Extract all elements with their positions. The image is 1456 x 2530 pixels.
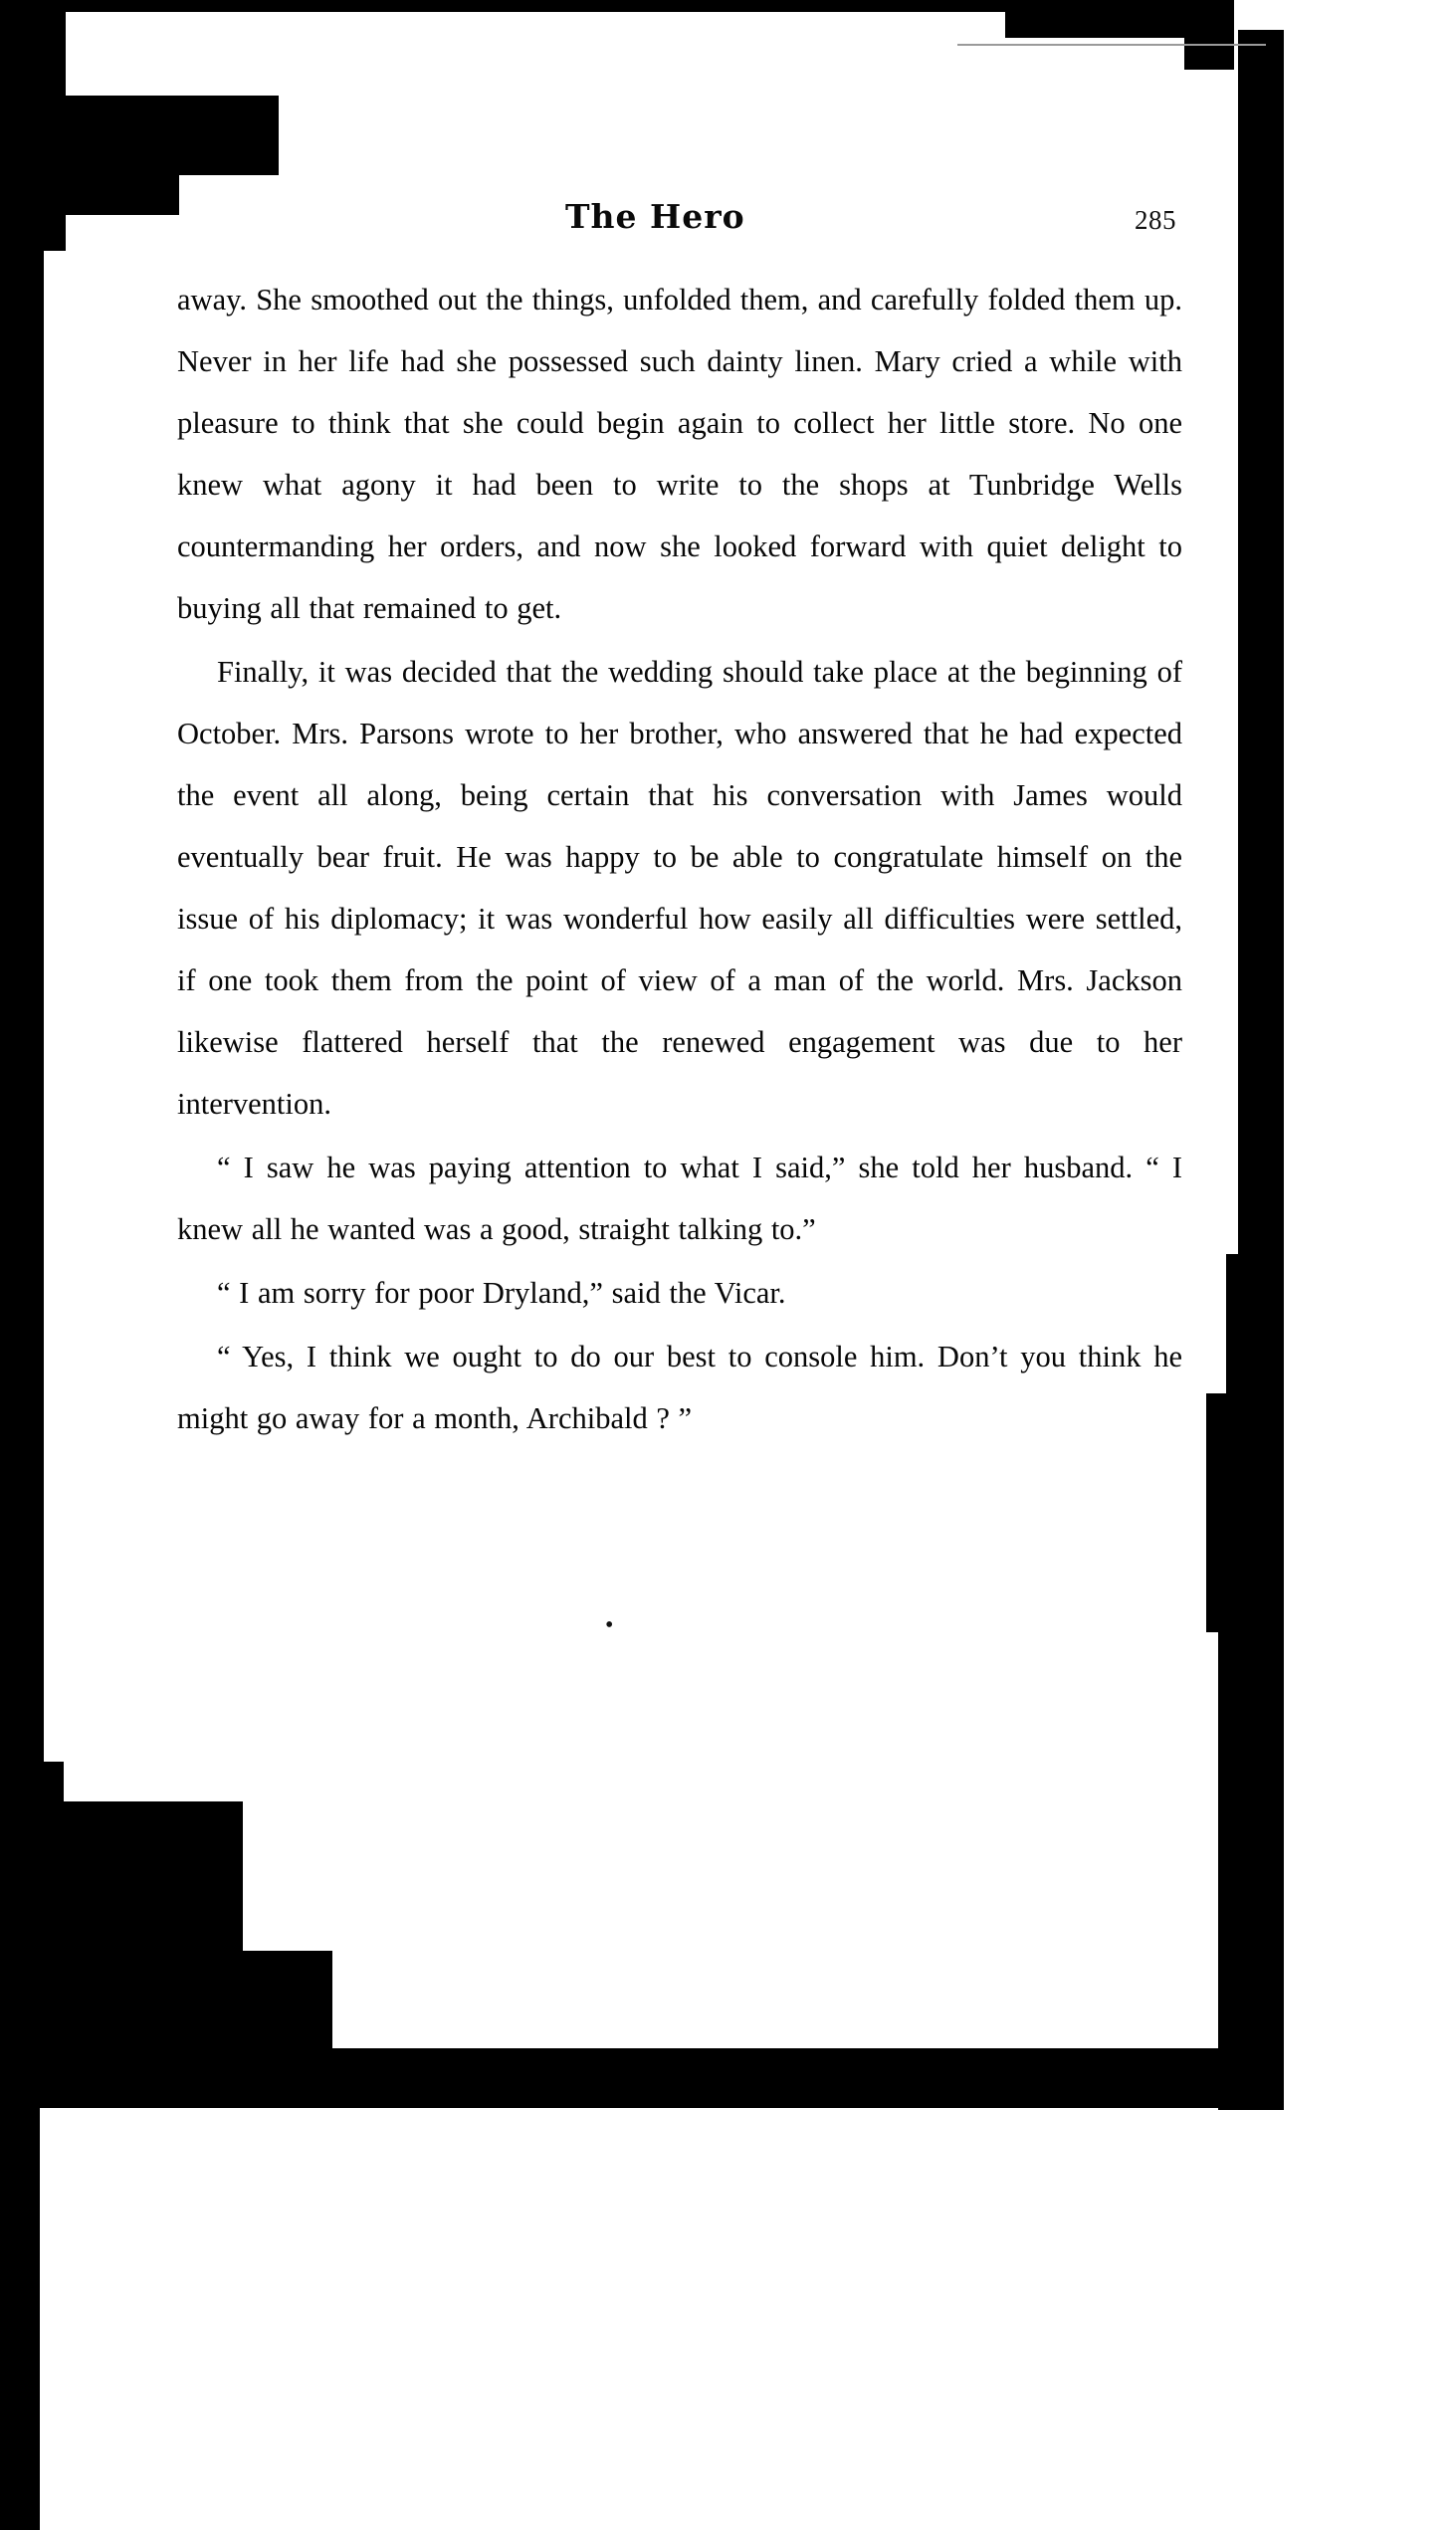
scan-edge-top-right-tail <box>1184 0 1234 70</box>
scan-edge-right-lower2 <box>1218 1632 1284 2110</box>
paragraph-3: “ I saw he was paying attention to what I said,” she told her husband. “ I knew all he wanted was a good, straight talking to.” <box>177 1151 1182 1246</box>
paragraph-1: away. She smoothed out the things, unfolded them, and carefully folded them up. Never in her life had she possessed such dainty linen. Mary cried a while with pleasure to think that she could begin again to collect her little store. No one knew what agony it had been to write to the shops at Tunbridge Wells countermanding her orders, and now she looked forward with quiet delight to buying all that remained to get. <box>177 283 1182 625</box>
scan-edge-right-upper <box>1238 30 1284 1254</box>
running-title: The Hero <box>565 197 745 236</box>
scan-edge-right-lower <box>1206 1393 1284 1632</box>
footer-mark: • <box>605 1612 614 1638</box>
paragraph-4: “ I am sorry for poor Dryland,” said the Vicar. <box>217 1276 786 1310</box>
page-number: 285 <box>1135 205 1176 235</box>
scan-edge-bottom-lip <box>299 2080 1254 2108</box>
page-header <box>177 179 1182 259</box>
paragraph-2: Finally, it was decided that the wedding should take place at the beginning of October. Mrs. Parsons wrote to her brother, who answered that he had expected the event all along, being certain that his conversation with James would eventually bear fruit. He was happy to be able to congratulate himself on the issue of his diplomacy; it was wonderful how easily all difficulties were settled, if one took them from the point of view of a man of the world. Mrs. Jackson likewise flattered herself that the renewed engagement was due to her intervention. <box>177 655 1182 1121</box>
page-text-column <box>177 179 1182 1638</box>
paragraph-5: “ Yes, I think we ought to do our best to console him. Don’t you think he might go away for a month, Archibald ? ” <box>177 1340 1182 1435</box>
scan-edge-right-mid <box>1226 1254 1284 1413</box>
scan-hairline <box>957 44 1266 46</box>
scan-edge-top-strip <box>0 0 1015 12</box>
